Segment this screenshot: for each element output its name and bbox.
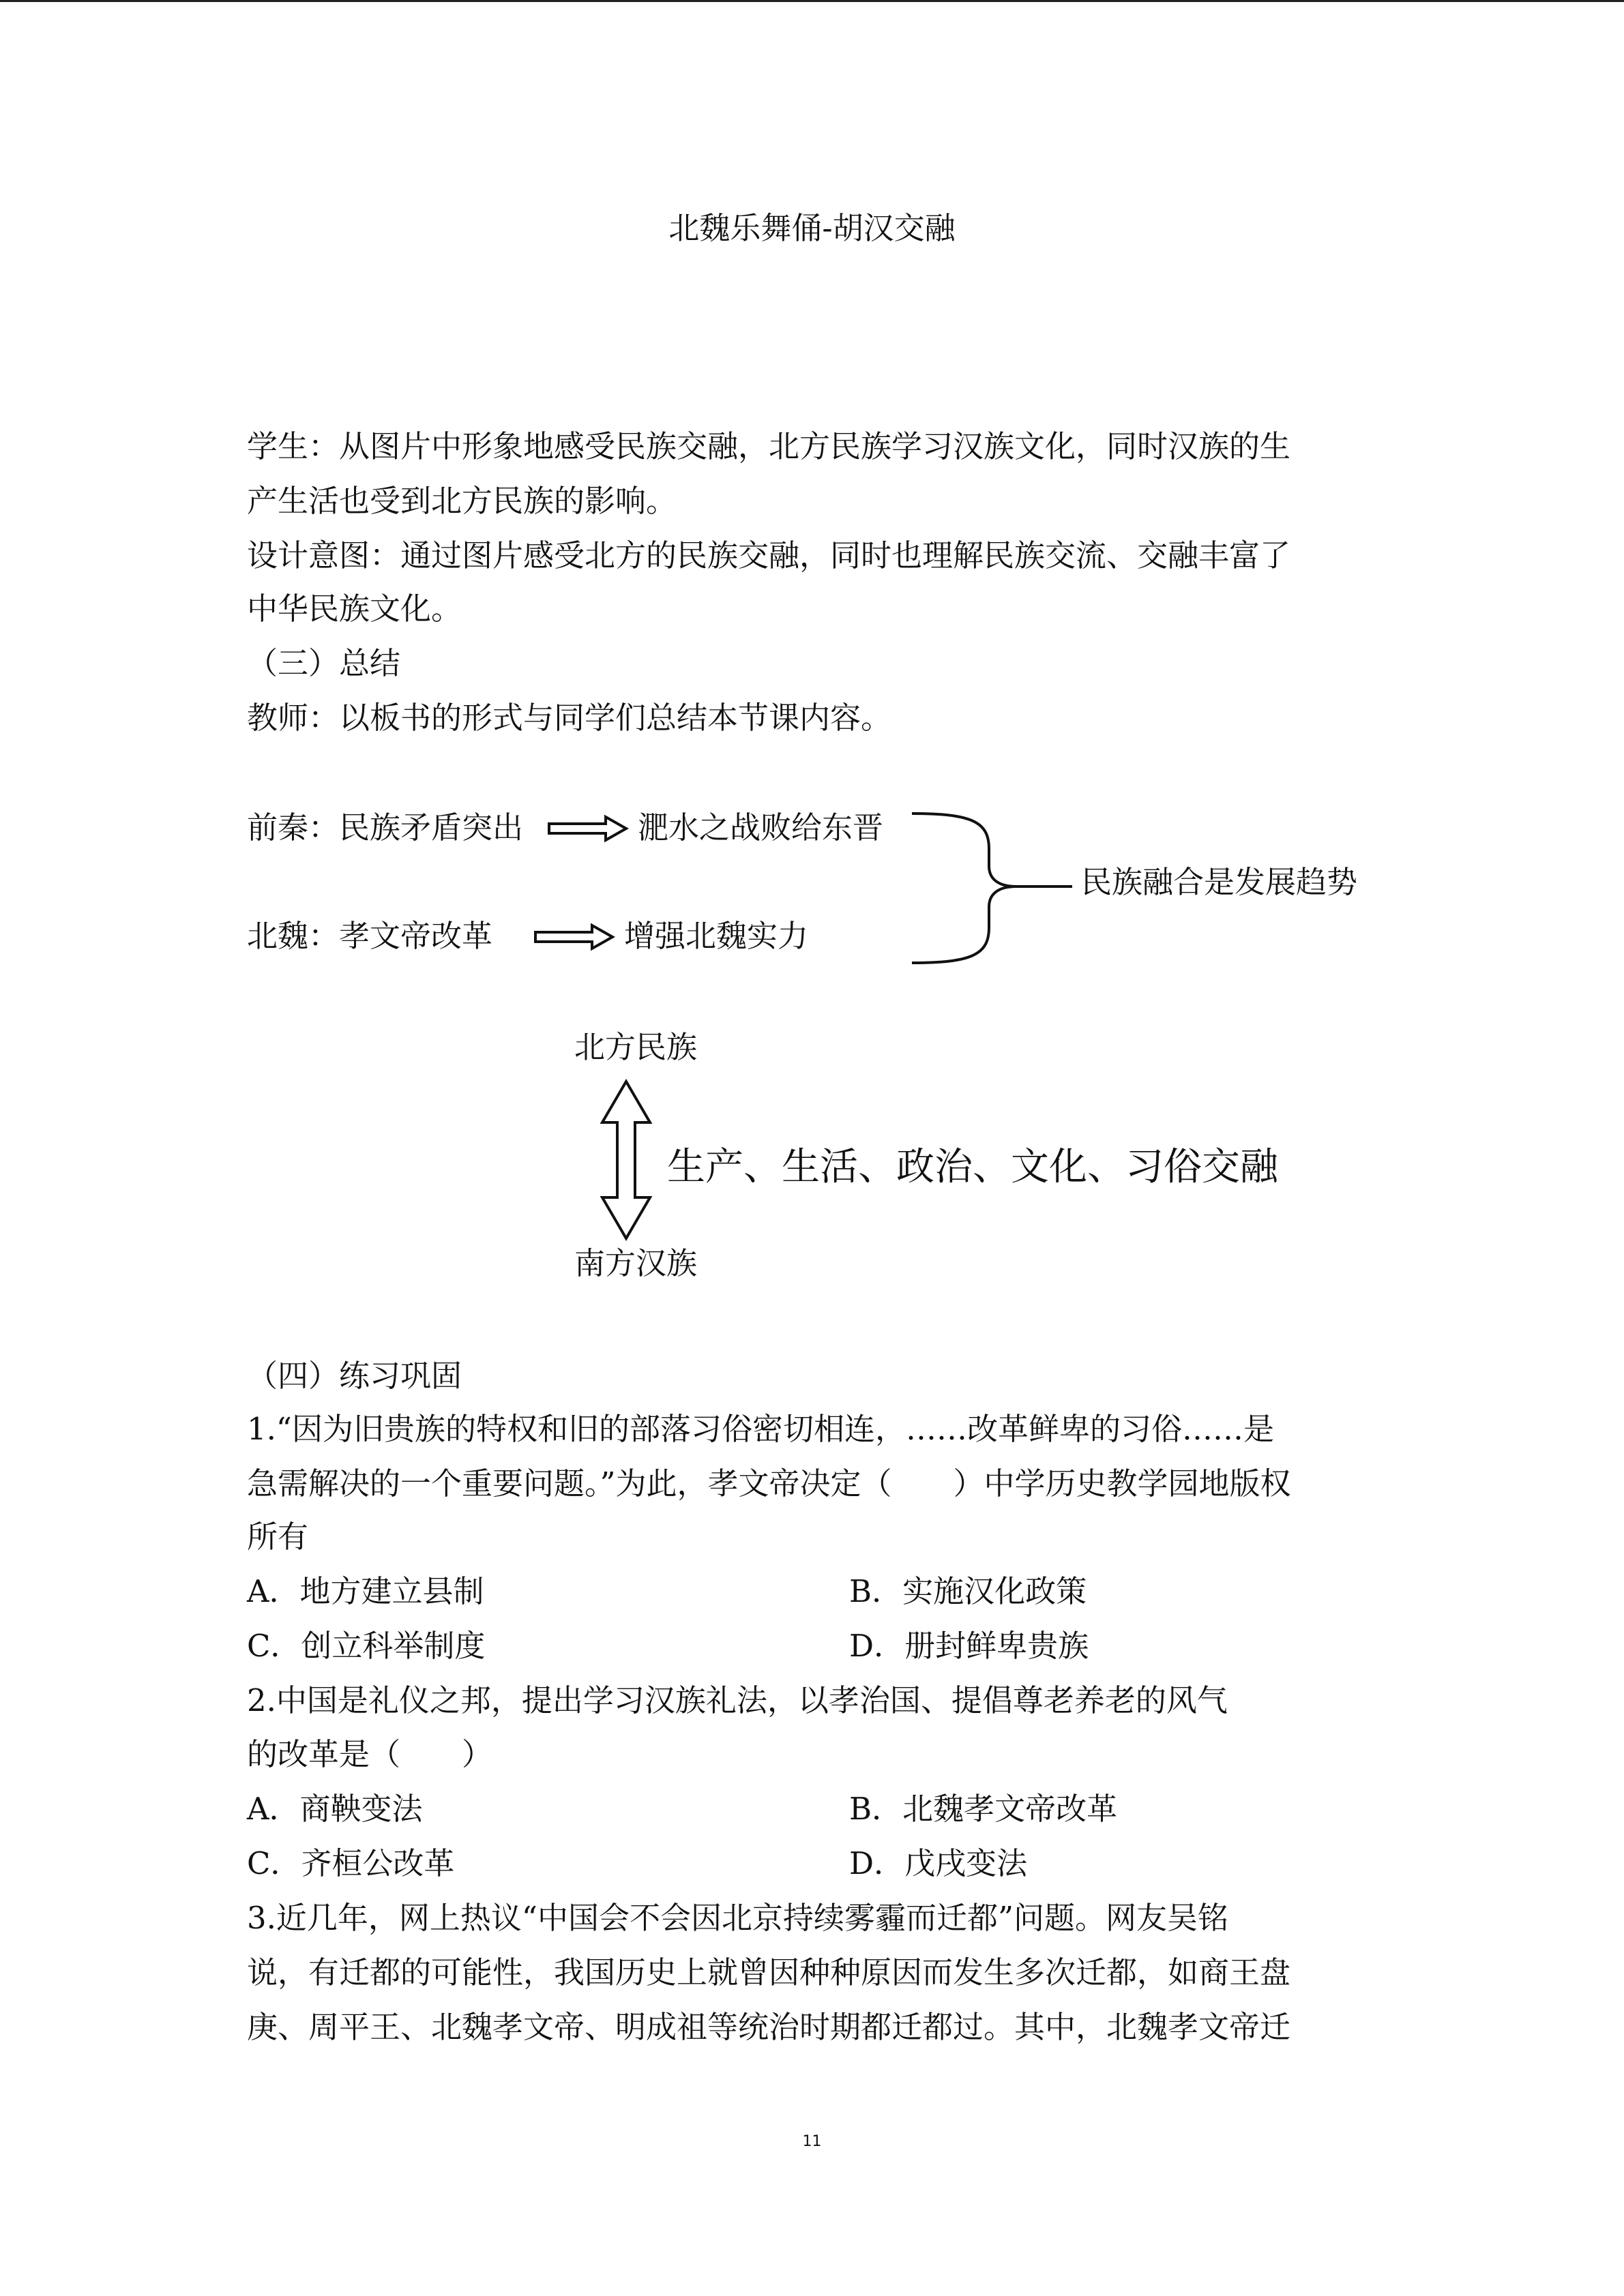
design-intent-line2: 中华民族文化。 bbox=[247, 591, 462, 627]
diagram1-row1-right: 淝水之战败给东晋 bbox=[638, 809, 884, 846]
q3-line1: 3.近几年，网上热议“中国会不会因北京持续雾霾而迁都”问题。网友吴铭 bbox=[247, 1900, 1228, 1936]
diagram1-row1-left: 前秦：民族矛盾突出 bbox=[247, 809, 524, 846]
q1-option-c: C．创立科举制度 bbox=[247, 1628, 486, 1664]
q1-line1: 1.“因为旧贵族的特权和旧的部落习俗密切相连，……改革鲜卑的习俗……是 bbox=[247, 1411, 1274, 1447]
q1-line3: 所有 bbox=[247, 1519, 309, 1555]
section-summary-heading: （三）总结 bbox=[247, 645, 401, 681]
q1-option-d: D．册封鲜卑贵族 bbox=[849, 1628, 1089, 1664]
page-number: 11 bbox=[802, 2133, 822, 2150]
q2-line1: 2.中国是礼仪之邦，提出学习汉族礼法，以孝治国、提倡尊老养老的风气 bbox=[247, 1682, 1228, 1718]
diagram1-row2-arrow-icon bbox=[535, 925, 612, 949]
q3-line3: 庚、周平王、北魏孝文帝、明成祖等统治时期都迁都过。其中，北魏孝文帝迁 bbox=[247, 2009, 1291, 2045]
diagram2-top-label: 北方民族 bbox=[574, 1029, 698, 1065]
q2-line2: 的改革是（ ） bbox=[247, 1736, 493, 1772]
q2-option-c: C．齐桓公改革 bbox=[247, 1845, 455, 1881]
q2-option-d: D．戊戌变法 bbox=[849, 1845, 1028, 1881]
diagram2-middle-label: 生产、生活、政治、文化、习俗交融 bbox=[667, 1145, 1278, 1189]
diagram1-row2-left: 北魏：孝文帝改革 bbox=[247, 918, 493, 954]
q1-option-b: B．实施汉化政策 bbox=[849, 1573, 1087, 1609]
diagram1-row1-arrow-icon bbox=[549, 817, 626, 840]
design-intent-line1: 设计意图：通过图片感受北方的民族交融，同时也理解民族交流、交融丰富了 bbox=[247, 537, 1291, 573]
diagram1-brace-icon bbox=[912, 814, 1016, 963]
q1-option-a: A．地方建立县制 bbox=[247, 1573, 484, 1609]
student-paragraph-line1: 学生：从图片中形象地感受民族交融，北方民族学习汉族文化，同时汉族的生 bbox=[247, 428, 1291, 464]
q1-line2: 急需解决的一个重要问题。”为此，孝文帝决定（ ）中学历史教学园地版权 bbox=[247, 1465, 1291, 1502]
q2-option-b: B．北魏孝文帝改革 bbox=[849, 1791, 1118, 1827]
diagram1-conclusion: 民族融合是发展趋势 bbox=[1081, 864, 1358, 900]
q2-option-a: A．商鞅变法 bbox=[247, 1791, 423, 1827]
q3-line2: 说，有迁都的可能性，我国历史上就曾因种种原因而发生多次迁都，如商王盘 bbox=[247, 1954, 1291, 1991]
document-title: 北魏乐舞俑-胡汉交融 bbox=[668, 210, 956, 246]
diagram1-row2-right: 增强北魏实力 bbox=[624, 918, 809, 954]
diagram2-double-arrow-icon bbox=[602, 1082, 650, 1238]
diagram2-bottom-label: 南方汉族 bbox=[574, 1245, 698, 1281]
teacher-paragraph: 教师：以板书的形式与同学们总结本节课内容。 bbox=[247, 700, 892, 736]
section-practice-heading: （四）练习巩固 bbox=[247, 1358, 462, 1394]
student-paragraph-line2: 产生活也受到北方民族的影响。 bbox=[247, 483, 677, 519]
